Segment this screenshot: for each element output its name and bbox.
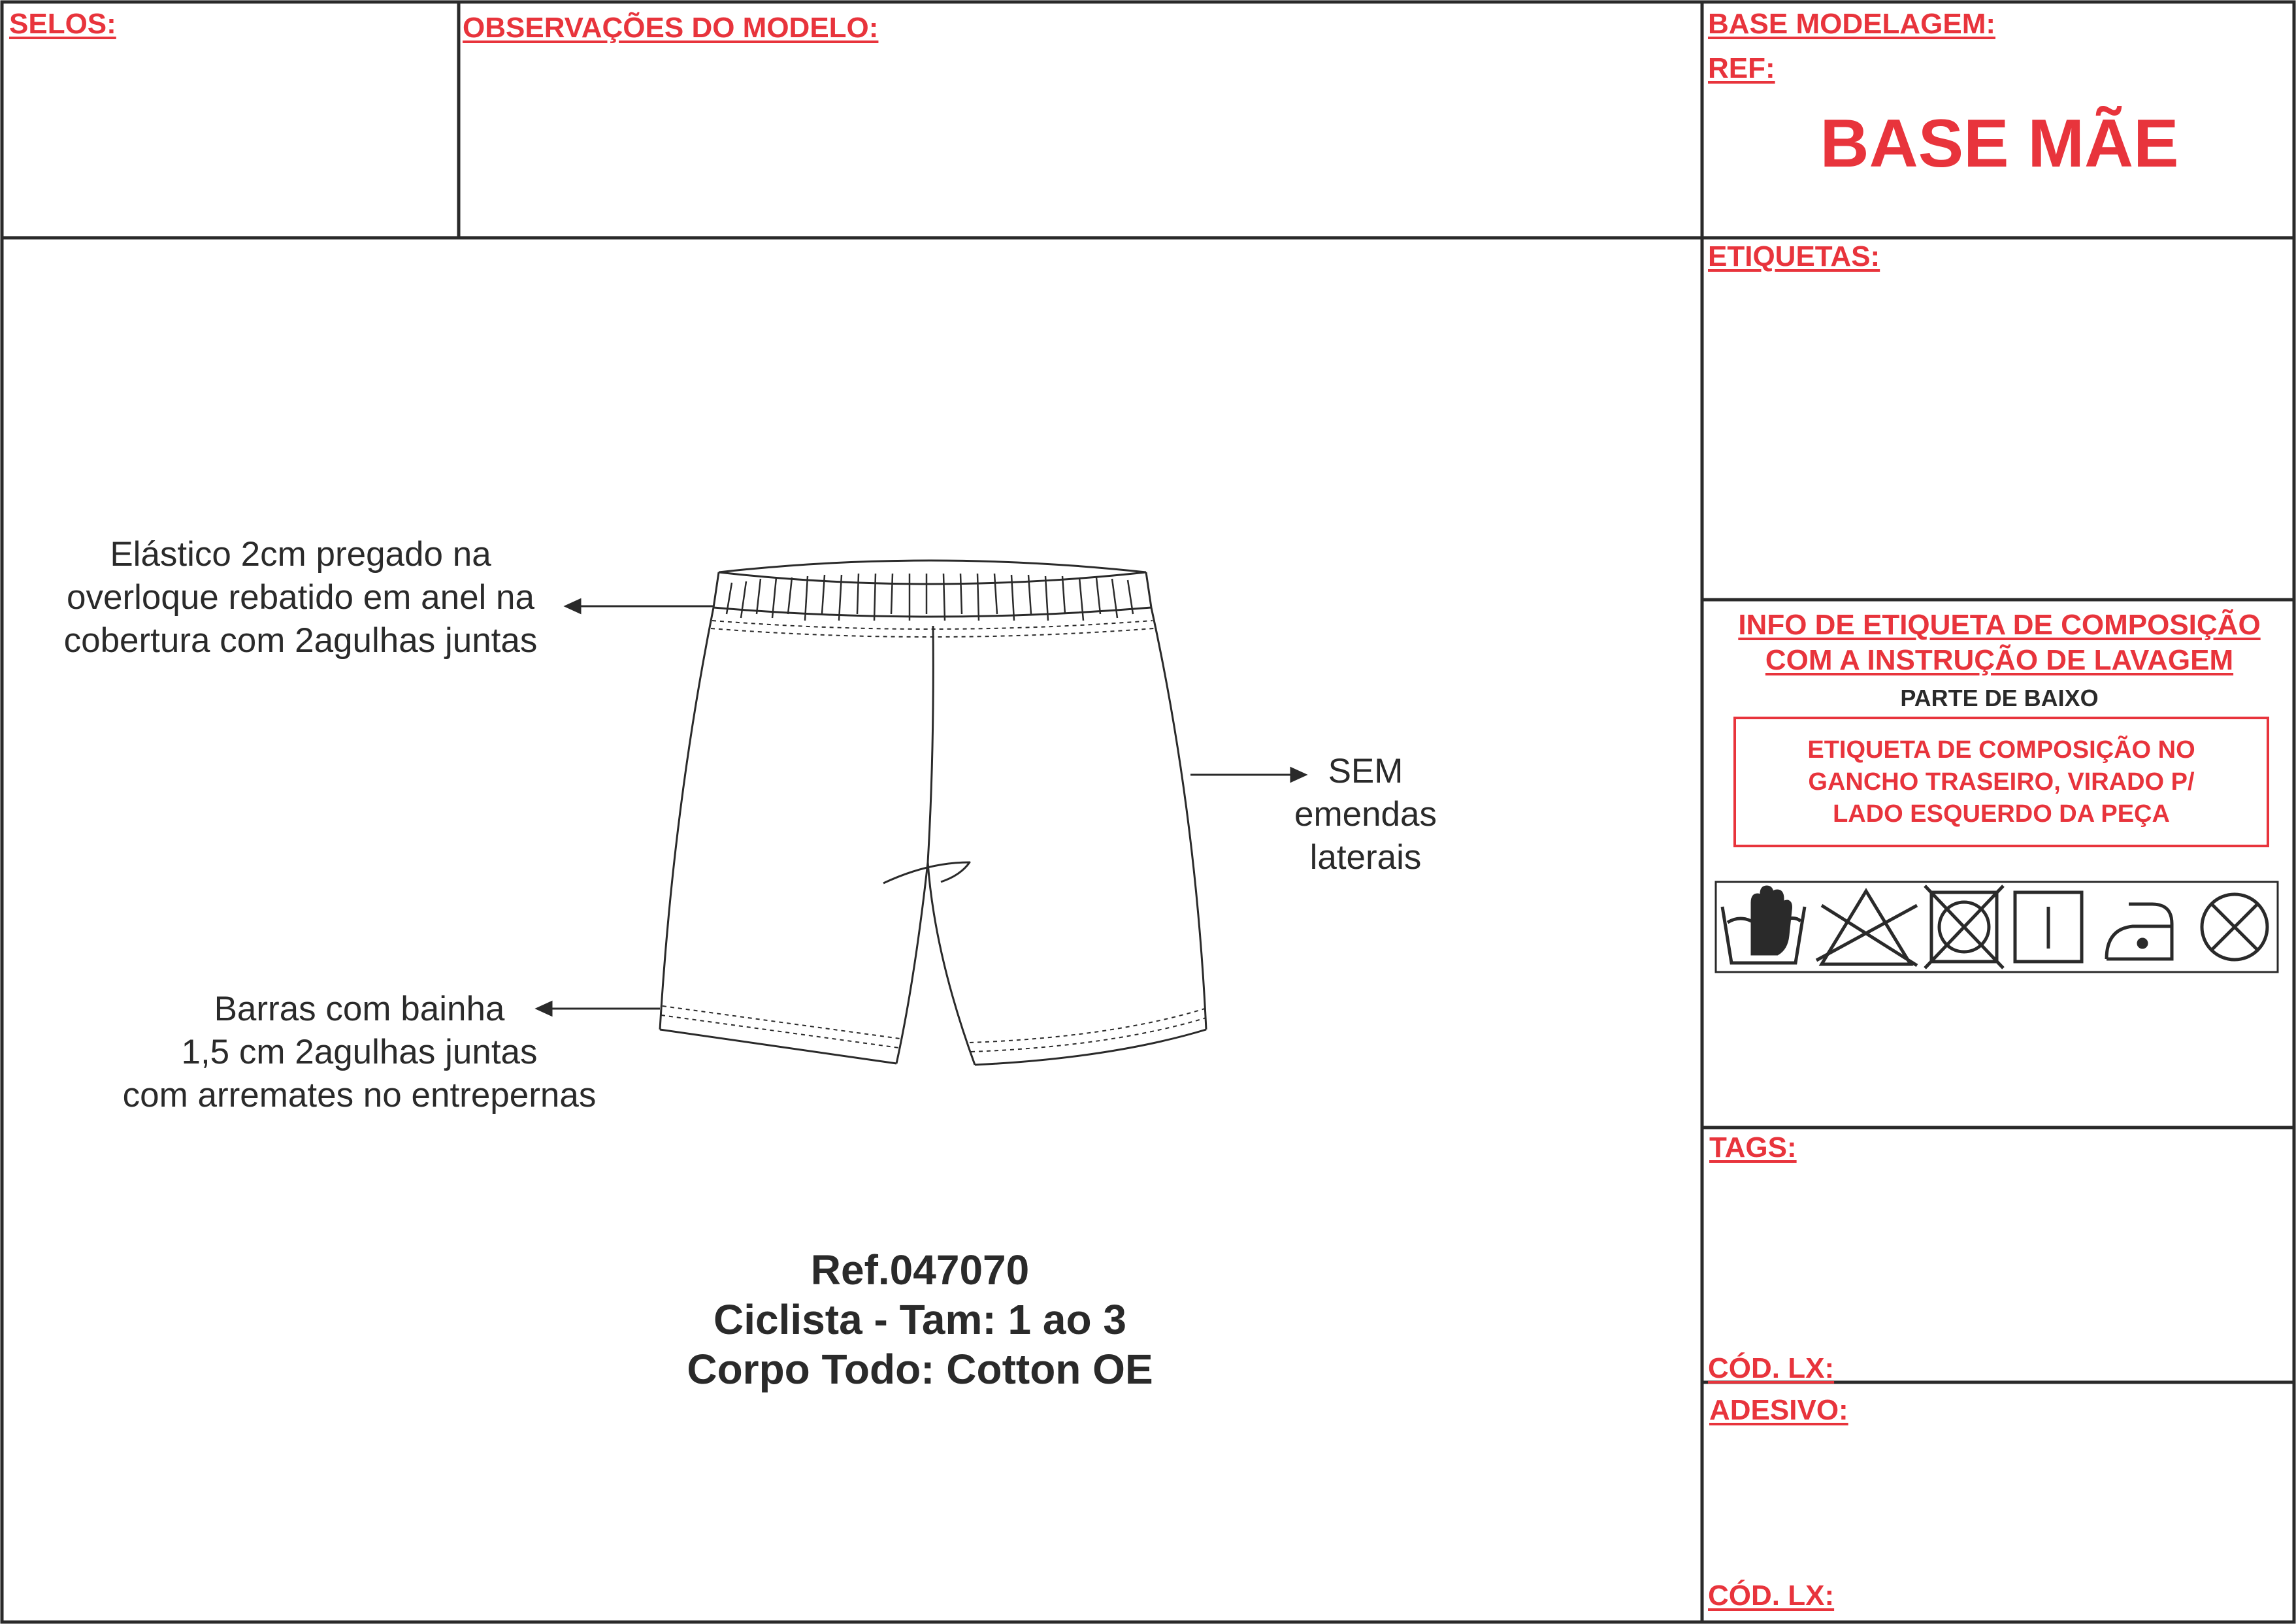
product-fabric-line: Corpo Todo: Cotton OE (687, 1346, 1153, 1393)
iron-low-icon (2107, 904, 2172, 959)
side-seams-note-line-1: SEM (1328, 752, 1403, 790)
elastic-note-line-3: cobertura com 2agulhas juntas (63, 621, 538, 660)
product-reference (528, 1245, 1312, 1394)
no-bleach-icon (1816, 891, 1917, 966)
composition-line-2: GANCHO TRASEIRO, VIRADO P/ (1808, 768, 2195, 796)
base-title: BASE MÃE (1820, 106, 2179, 182)
hand-wash-icon (1722, 887, 1805, 963)
composition-line-3: LADO ESQUERDO DA PEÇA (1833, 800, 2170, 828)
side-seams-note-line-2: emendas (1294, 795, 1437, 834)
elastic-note (26, 533, 575, 662)
product-model-line: Ciclista - Tam: 1 ao 3 (713, 1296, 1126, 1343)
side-seams-note (1241, 750, 1490, 879)
parte-label: PARTE DE BAIXO (1900, 685, 2099, 711)
base-modelagem-label: BASE MODELAGEM: (1708, 8, 1995, 40)
hem-note-line-1: Barras com bainha (214, 990, 505, 1028)
hem-note (72, 988, 647, 1117)
care-icons-strip (1714, 881, 2279, 973)
cod-lx-label-1: CÓD. LX: (1708, 1352, 1835, 1384)
observacoes-label: OBSERVAÇÕES DO MODELO: (463, 12, 879, 44)
info-composition-title (1705, 608, 2293, 678)
no-dry-clean-icon (2202, 894, 2267, 960)
etiquetas-label: ETIQUETAS: (1708, 240, 1880, 272)
ref-label: REF: (1708, 52, 1775, 84)
no-tumble-dry-icon (1925, 886, 2003, 968)
hem-note-line-3: com arremates no entrepernas (122, 1076, 597, 1114)
elastic-note-line-2: overloque rebatido em anel na (67, 578, 534, 617)
side-seams-note-line-3: laterais (1309, 838, 1422, 877)
composition-line-1: ETIQUETA DE COMPOSIÇÃO NO (1807, 736, 2195, 764)
tags-label: TAGS: (1709, 1131, 1797, 1163)
line-dry-icon (2015, 892, 2082, 962)
selos-label: SELOS: (9, 8, 116, 40)
info-title-line-2: COM A INSTRUÇÃO DE LAVAGEM (1765, 644, 2234, 676)
hem-note-line-2: 1,5 cm 2agulhas juntas (181, 1033, 538, 1071)
info-title-line-1: INFO DE ETIQUETA DE COMPOSIÇÃO (1738, 609, 2261, 641)
composition-box (1733, 717, 2269, 847)
annotation-arrows (537, 600, 1305, 1015)
elastic-note-line-1: Elástico 2cm pregado na (110, 535, 491, 574)
adesivo-label: ADESIVO: (1709, 1394, 1848, 1426)
cod-lx-label-2: CÓD. LX: (1708, 1580, 1835, 1612)
product-ref-line: Ref.047070 (810, 1246, 1030, 1293)
